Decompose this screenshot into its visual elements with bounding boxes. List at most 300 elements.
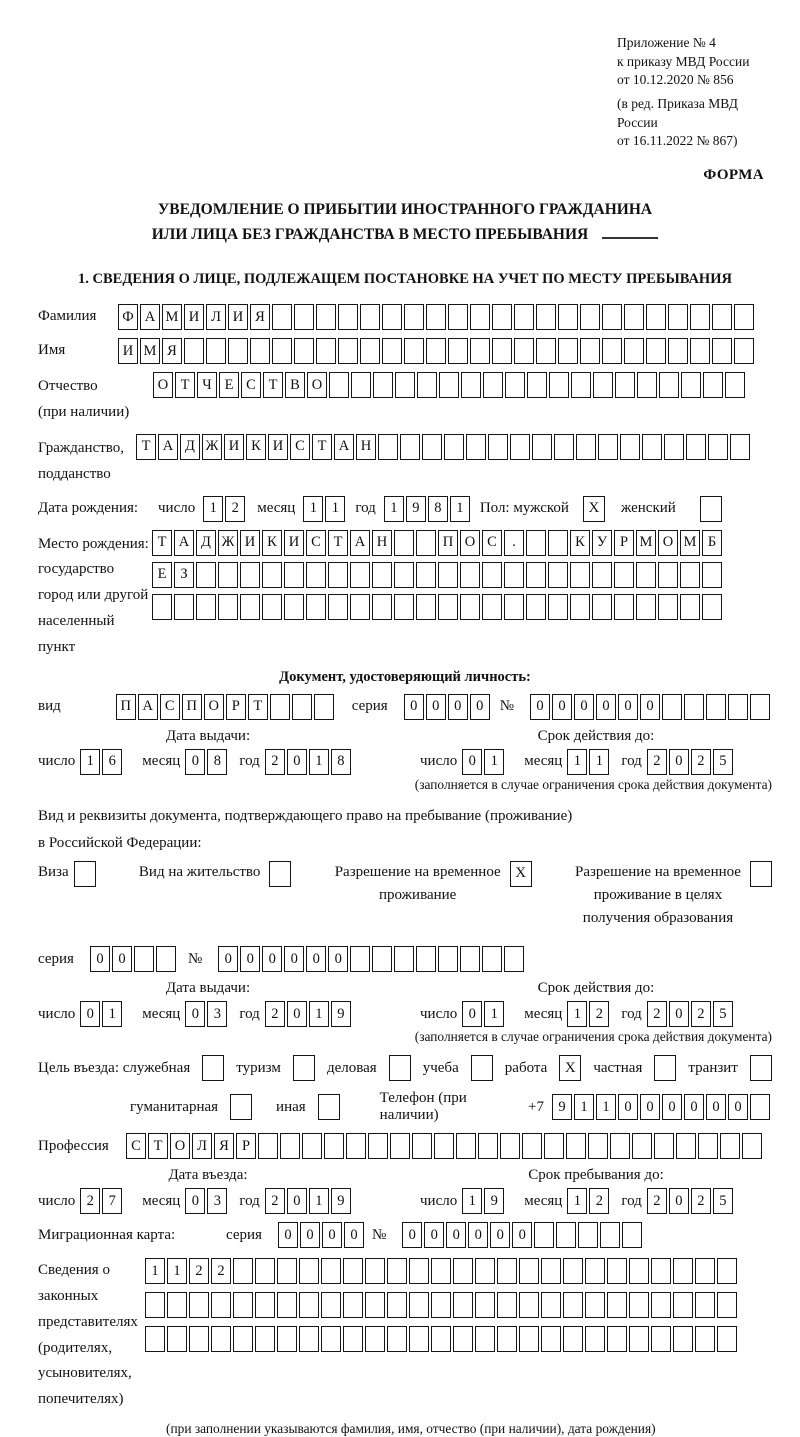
char-cell[interactable]: 2 [265, 1001, 285, 1027]
char-cell[interactable]: 0 [404, 694, 424, 720]
char-cell[interactable] [504, 594, 524, 620]
char-cell[interactable]: 2 [80, 1188, 100, 1214]
char-cell[interactable] [206, 338, 226, 364]
char-cell[interactable] [431, 1292, 451, 1318]
char-cell[interactable] [673, 1258, 693, 1284]
char-cell[interactable] [526, 562, 546, 588]
char-cell[interactable] [662, 694, 682, 720]
char-cell[interactable] [554, 434, 574, 460]
char-cell[interactable]: 2 [589, 1188, 609, 1214]
char-cell[interactable] [592, 594, 612, 620]
char-cell[interactable]: 0 [344, 1222, 364, 1248]
char-cell[interactable]: С [160, 694, 180, 720]
birth-year-boxes[interactable] [384, 496, 472, 522]
char-cell[interactable] [607, 1258, 627, 1284]
checkbox-temp-permit[interactable]: X [510, 861, 532, 887]
char-cell[interactable] [460, 562, 480, 588]
char-cell[interactable] [321, 1326, 341, 1352]
char-cell[interactable] [394, 594, 414, 620]
char-cell[interactable] [416, 594, 436, 620]
char-cell[interactable] [409, 1326, 429, 1352]
char-cell[interactable]: О [460, 530, 480, 556]
char-cell[interactable] [324, 1133, 344, 1159]
char-cell[interactable]: 0 [185, 1001, 205, 1027]
char-cell[interactable] [686, 434, 706, 460]
char-cell[interactable] [422, 434, 442, 460]
checkbox-transit[interactable] [750, 1055, 772, 1081]
char-cell[interactable]: 9 [552, 1094, 572, 1120]
char-cell[interactable] [526, 594, 546, 620]
char-cell[interactable] [395, 372, 415, 398]
char-cell[interactable]: 2 [211, 1258, 231, 1284]
char-cell[interactable] [373, 372, 393, 398]
char-cell[interactable] [571, 372, 591, 398]
char-cell[interactable]: А [350, 530, 370, 556]
char-cell[interactable]: 0 [669, 1001, 689, 1027]
char-cell[interactable]: Е [219, 372, 239, 398]
char-cell[interactable] [558, 304, 578, 330]
char-cell[interactable] [390, 1133, 410, 1159]
char-cell[interactable] [211, 1292, 231, 1318]
char-cell[interactable] [602, 304, 622, 330]
char-cell[interactable] [174, 594, 194, 620]
char-cell[interactable]: О [170, 1133, 190, 1159]
char-cell[interactable]: 9 [406, 496, 426, 522]
char-cell[interactable]: 1 [167, 1258, 187, 1284]
char-cell[interactable] [338, 304, 358, 330]
char-cell[interactable]: 1 [80, 749, 100, 775]
char-cell[interactable]: Я [162, 338, 182, 364]
char-cell[interactable] [527, 372, 547, 398]
stay-day-boxes[interactable] [462, 1188, 506, 1214]
char-cell[interactable]: 5 [713, 1001, 733, 1027]
checkbox-official[interactable] [202, 1055, 224, 1081]
char-cell[interactable] [514, 304, 534, 330]
char-cell[interactable] [184, 338, 204, 364]
char-cell[interactable]: 1 [567, 1188, 587, 1214]
char-cell[interactable]: Р [236, 1133, 256, 1159]
char-cell[interactable]: 1 [589, 749, 609, 775]
char-cell[interactable]: Т [152, 530, 172, 556]
char-cell[interactable] [233, 1292, 253, 1318]
char-cell[interactable]: 0 [424, 1222, 444, 1248]
char-cell[interactable]: 0 [662, 1094, 682, 1120]
char-cell[interactable]: 7 [102, 1188, 122, 1214]
char-cell[interactable] [350, 562, 370, 588]
char-cell[interactable]: 0 [684, 1094, 704, 1120]
char-cell[interactable] [412, 1133, 432, 1159]
char-cell[interactable] [505, 372, 525, 398]
char-cell[interactable] [255, 1258, 275, 1284]
char-cell[interactable] [658, 562, 678, 588]
char-cell[interactable] [750, 1094, 770, 1120]
id-valid-day-boxes[interactable] [462, 749, 506, 775]
char-cell[interactable] [536, 338, 556, 364]
permit-issue-day-boxes[interactable] [80, 1001, 124, 1027]
doc-number-boxes[interactable] [530, 694, 772, 720]
char-cell[interactable] [651, 1292, 671, 1318]
char-cell[interactable] [416, 946, 436, 972]
char-cell[interactable] [284, 594, 304, 620]
char-cell[interactable] [646, 304, 666, 330]
char-cell[interactable] [514, 338, 534, 364]
char-cell[interactable] [717, 1326, 737, 1352]
char-cell[interactable]: 9 [484, 1188, 504, 1214]
char-cell[interactable] [156, 946, 176, 972]
char-cell[interactable] [659, 372, 679, 398]
char-cell[interactable]: И [268, 434, 288, 460]
char-cell[interactable] [299, 1326, 319, 1352]
char-cell[interactable] [306, 562, 326, 588]
char-cell[interactable] [602, 338, 622, 364]
profession-boxes[interactable] [126, 1133, 764, 1159]
char-cell[interactable] [646, 338, 666, 364]
char-cell[interactable] [152, 594, 172, 620]
char-cell[interactable]: 0 [80, 1001, 100, 1027]
char-cell[interactable] [734, 304, 754, 330]
char-cell[interactable] [629, 1292, 649, 1318]
char-cell[interactable]: 0 [706, 1094, 726, 1120]
char-cell[interactable] [654, 1133, 674, 1159]
char-cell[interactable]: 6 [102, 749, 122, 775]
representatives-boxes-1[interactable] [145, 1258, 739, 1284]
char-cell[interactable]: П [438, 530, 458, 556]
char-cell[interactable]: 0 [284, 946, 304, 972]
char-cell[interactable] [492, 338, 512, 364]
char-cell[interactable]: И [284, 530, 304, 556]
char-cell[interactable]: 0 [287, 1001, 307, 1027]
char-cell[interactable] [368, 1133, 388, 1159]
char-cell[interactable] [475, 1292, 495, 1318]
char-cell[interactable] [497, 1326, 517, 1352]
char-cell[interactable] [556, 1222, 576, 1248]
patronymic-boxes[interactable] [153, 372, 747, 398]
char-cell[interactable] [277, 1326, 297, 1352]
char-cell[interactable] [228, 338, 248, 364]
char-cell[interactable]: 2 [265, 1188, 285, 1214]
char-cell[interactable] [255, 1326, 275, 1352]
char-cell[interactable] [387, 1292, 407, 1318]
char-cell[interactable]: 2 [647, 1188, 667, 1214]
char-cell[interactable] [365, 1292, 385, 1318]
char-cell[interactable]: 1 [303, 496, 323, 522]
char-cell[interactable] [580, 304, 600, 330]
char-cell[interactable]: 2 [189, 1258, 209, 1284]
char-cell[interactable] [475, 1326, 495, 1352]
char-cell[interactable] [681, 372, 701, 398]
char-cell[interactable] [240, 562, 260, 588]
char-cell[interactable] [534, 1222, 554, 1248]
char-cell[interactable] [328, 594, 348, 620]
char-cell[interactable] [615, 372, 635, 398]
char-cell[interactable] [610, 1133, 630, 1159]
char-cell[interactable] [690, 304, 710, 330]
char-cell[interactable] [536, 304, 556, 330]
stay-month-boxes[interactable] [567, 1188, 611, 1214]
char-cell[interactable] [549, 372, 569, 398]
char-cell[interactable]: 0 [468, 1222, 488, 1248]
char-cell[interactable]: М [636, 530, 656, 556]
char-cell[interactable] [417, 372, 437, 398]
char-cell[interactable] [167, 1292, 187, 1318]
char-cell[interactable] [703, 372, 723, 398]
char-cell[interactable]: С [482, 530, 502, 556]
char-cell[interactable]: Т [175, 372, 195, 398]
char-cell[interactable]: 0 [640, 1094, 660, 1120]
char-cell[interactable] [360, 338, 380, 364]
char-cell[interactable]: 0 [185, 1188, 205, 1214]
char-cell[interactable] [196, 562, 216, 588]
char-cell[interactable] [622, 1222, 642, 1248]
char-cell[interactable]: 8 [428, 496, 448, 522]
char-cell[interactable] [684, 694, 704, 720]
char-cell[interactable] [541, 1292, 561, 1318]
char-cell[interactable] [426, 304, 446, 330]
char-cell[interactable] [624, 304, 644, 330]
char-cell[interactable] [316, 338, 336, 364]
char-cell[interactable]: П [116, 694, 136, 720]
checkbox-visa[interactable] [74, 861, 96, 887]
char-cell[interactable]: С [290, 434, 310, 460]
char-cell[interactable] [637, 372, 657, 398]
char-cell[interactable] [570, 594, 590, 620]
char-cell[interactable] [346, 1133, 366, 1159]
char-cell[interactable] [404, 304, 424, 330]
char-cell[interactable]: К [262, 530, 282, 556]
char-cell[interactable] [651, 1326, 671, 1352]
char-cell[interactable]: О [153, 372, 173, 398]
checkbox-male[interactable]: X [583, 496, 605, 522]
char-cell[interactable]: 0 [240, 946, 260, 972]
char-cell[interactable]: 1 [484, 749, 504, 775]
char-cell[interactable] [470, 338, 490, 364]
char-cell[interactable] [614, 562, 634, 588]
char-cell[interactable] [708, 434, 728, 460]
char-cell[interactable]: 2 [691, 1001, 711, 1027]
char-cell[interactable]: И [240, 530, 260, 556]
char-cell[interactable] [448, 338, 468, 364]
char-cell[interactable]: 1 [203, 496, 223, 522]
char-cell[interactable] [351, 372, 371, 398]
char-cell[interactable] [270, 694, 290, 720]
char-cell[interactable] [698, 1133, 718, 1159]
char-cell[interactable]: О [204, 694, 224, 720]
doc-series-boxes[interactable] [404, 694, 492, 720]
char-cell[interactable] [338, 338, 358, 364]
char-cell[interactable] [262, 562, 282, 588]
char-cell[interactable] [262, 594, 282, 620]
char-cell[interactable] [598, 434, 618, 460]
char-cell[interactable]: Л [206, 304, 226, 330]
char-cell[interactable] [717, 1258, 737, 1284]
char-cell[interactable] [134, 946, 154, 972]
mig-series-boxes[interactable] [278, 1222, 366, 1248]
char-cell[interactable] [365, 1326, 385, 1352]
char-cell[interactable] [522, 1133, 542, 1159]
char-cell[interactable] [343, 1292, 363, 1318]
char-cell[interactable]: В [285, 372, 305, 398]
char-cell[interactable]: 0 [90, 946, 110, 972]
char-cell[interactable] [526, 530, 546, 556]
char-cell[interactable] [548, 562, 568, 588]
char-cell[interactable] [240, 594, 260, 620]
permit-issue-year-boxes[interactable] [265, 1001, 353, 1027]
char-cell[interactable]: 0 [462, 1001, 482, 1027]
char-cell[interactable]: 8 [331, 749, 351, 775]
char-cell[interactable]: К [570, 530, 590, 556]
char-cell[interactable]: С [126, 1133, 146, 1159]
entry-day-boxes[interactable] [80, 1188, 124, 1214]
char-cell[interactable] [292, 694, 312, 720]
char-cell[interactable] [470, 304, 490, 330]
char-cell[interactable] [607, 1292, 627, 1318]
char-cell[interactable] [548, 530, 568, 556]
char-cell[interactable] [294, 304, 314, 330]
char-cell[interactable]: 0 [669, 749, 689, 775]
char-cell[interactable] [636, 594, 656, 620]
char-cell[interactable] [668, 338, 688, 364]
char-cell[interactable]: 0 [306, 946, 326, 972]
char-cell[interactable] [167, 1326, 187, 1352]
char-cell[interactable]: С [306, 530, 326, 556]
char-cell[interactable]: Ж [202, 434, 222, 460]
char-cell[interactable] [620, 434, 640, 460]
char-cell[interactable]: 0 [112, 946, 132, 972]
char-cell[interactable] [272, 338, 292, 364]
citizenship-boxes[interactable] [136, 434, 752, 460]
char-cell[interactable] [145, 1326, 165, 1352]
char-cell[interactable] [563, 1292, 583, 1318]
char-cell[interactable] [500, 1133, 520, 1159]
char-cell[interactable]: 0 [530, 694, 550, 720]
char-cell[interactable] [585, 1292, 605, 1318]
char-cell[interactable] [189, 1326, 209, 1352]
char-cell[interactable]: А [140, 304, 160, 330]
representatives-boxes-3[interactable] [145, 1326, 739, 1352]
char-cell[interactable] [444, 434, 464, 460]
char-cell[interactable] [196, 594, 216, 620]
char-cell[interactable] [211, 1326, 231, 1352]
char-cell[interactable] [488, 434, 508, 460]
char-cell[interactable]: 2 [647, 749, 667, 775]
char-cell[interactable] [218, 562, 238, 588]
char-cell[interactable]: Д [196, 530, 216, 556]
char-cell[interactable] [365, 1258, 385, 1284]
char-cell[interactable] [284, 562, 304, 588]
char-cell[interactable]: 0 [596, 694, 616, 720]
char-cell[interactable]: 0 [426, 694, 446, 720]
char-cell[interactable]: А [158, 434, 178, 460]
char-cell[interactable]: 1 [574, 1094, 594, 1120]
char-cell[interactable]: Р [226, 694, 246, 720]
char-cell[interactable] [434, 1133, 454, 1159]
char-cell[interactable] [680, 594, 700, 620]
char-cell[interactable]: 1 [596, 1094, 616, 1120]
char-cell[interactable]: 9 [331, 1188, 351, 1214]
char-cell[interactable] [504, 562, 524, 588]
char-cell[interactable] [426, 338, 446, 364]
char-cell[interactable] [730, 434, 750, 460]
char-cell[interactable]: 1 [102, 1001, 122, 1027]
permit-valid-day-boxes[interactable] [462, 1001, 506, 1027]
char-cell[interactable] [461, 372, 481, 398]
char-cell[interactable] [658, 594, 678, 620]
char-cell[interactable]: 1 [384, 496, 404, 522]
char-cell[interactable]: 1 [325, 496, 345, 522]
char-cell[interactable] [576, 434, 596, 460]
char-cell[interactable]: . [504, 530, 524, 556]
char-cell[interactable] [280, 1133, 300, 1159]
char-cell[interactable]: Ф [118, 304, 138, 330]
char-cell[interactable] [592, 562, 612, 588]
char-cell[interactable] [448, 304, 468, 330]
stay-year-boxes[interactable] [647, 1188, 735, 1214]
char-cell[interactable]: 1 [145, 1258, 165, 1284]
checkbox-female[interactable] [700, 496, 722, 522]
char-cell[interactable] [558, 338, 578, 364]
checkbox-private[interactable] [654, 1055, 676, 1081]
char-cell[interactable] [585, 1326, 605, 1352]
char-cell[interactable] [258, 1133, 278, 1159]
mig-number-boxes[interactable] [402, 1222, 644, 1248]
permit-valid-year-boxes[interactable] [647, 1001, 735, 1027]
entry-year-boxes[interactable] [265, 1188, 353, 1214]
char-cell[interactable] [189, 1292, 209, 1318]
char-cell[interactable]: 0 [618, 694, 638, 720]
char-cell[interactable] [695, 1258, 715, 1284]
char-cell[interactable] [321, 1258, 341, 1284]
char-cell[interactable] [482, 562, 502, 588]
char-cell[interactable] [702, 562, 722, 588]
char-cell[interactable] [438, 594, 458, 620]
char-cell[interactable]: 1 [567, 1001, 587, 1027]
char-cell[interactable]: 1 [450, 496, 470, 522]
char-cell[interactable] [712, 304, 732, 330]
char-cell[interactable] [416, 562, 436, 588]
char-cell[interactable]: 0 [262, 946, 282, 972]
char-cell[interactable]: 0 [448, 694, 468, 720]
char-cell[interactable]: Т [136, 434, 156, 460]
char-cell[interactable]: 2 [225, 496, 245, 522]
char-cell[interactable] [676, 1133, 696, 1159]
char-cell[interactable]: 0 [328, 946, 348, 972]
char-cell[interactable]: 0 [728, 1094, 748, 1120]
permit-series-boxes[interactable] [90, 946, 178, 972]
char-cell[interactable] [541, 1258, 561, 1284]
char-cell[interactable] [466, 434, 486, 460]
char-cell[interactable] [690, 338, 710, 364]
char-cell[interactable] [680, 562, 700, 588]
char-cell[interactable]: 2 [647, 1001, 667, 1027]
char-cell[interactable] [343, 1258, 363, 1284]
char-cell[interactable] [394, 562, 414, 588]
char-cell[interactable]: Я [250, 304, 270, 330]
char-cell[interactable] [294, 338, 314, 364]
char-cell[interactable]: С [241, 372, 261, 398]
char-cell[interactable] [580, 338, 600, 364]
char-cell[interactable]: 1 [309, 749, 329, 775]
char-cell[interactable] [519, 1292, 539, 1318]
char-cell[interactable]: И [224, 434, 244, 460]
char-cell[interactable] [750, 694, 770, 720]
char-cell[interactable]: М [680, 530, 700, 556]
char-cell[interactable] [438, 562, 458, 588]
char-cell[interactable] [566, 1133, 586, 1159]
char-cell[interactable] [378, 434, 398, 460]
char-cell[interactable]: 1 [567, 749, 587, 775]
id-issue-month-boxes[interactable] [185, 749, 229, 775]
birth-day-boxes[interactable] [203, 496, 247, 522]
